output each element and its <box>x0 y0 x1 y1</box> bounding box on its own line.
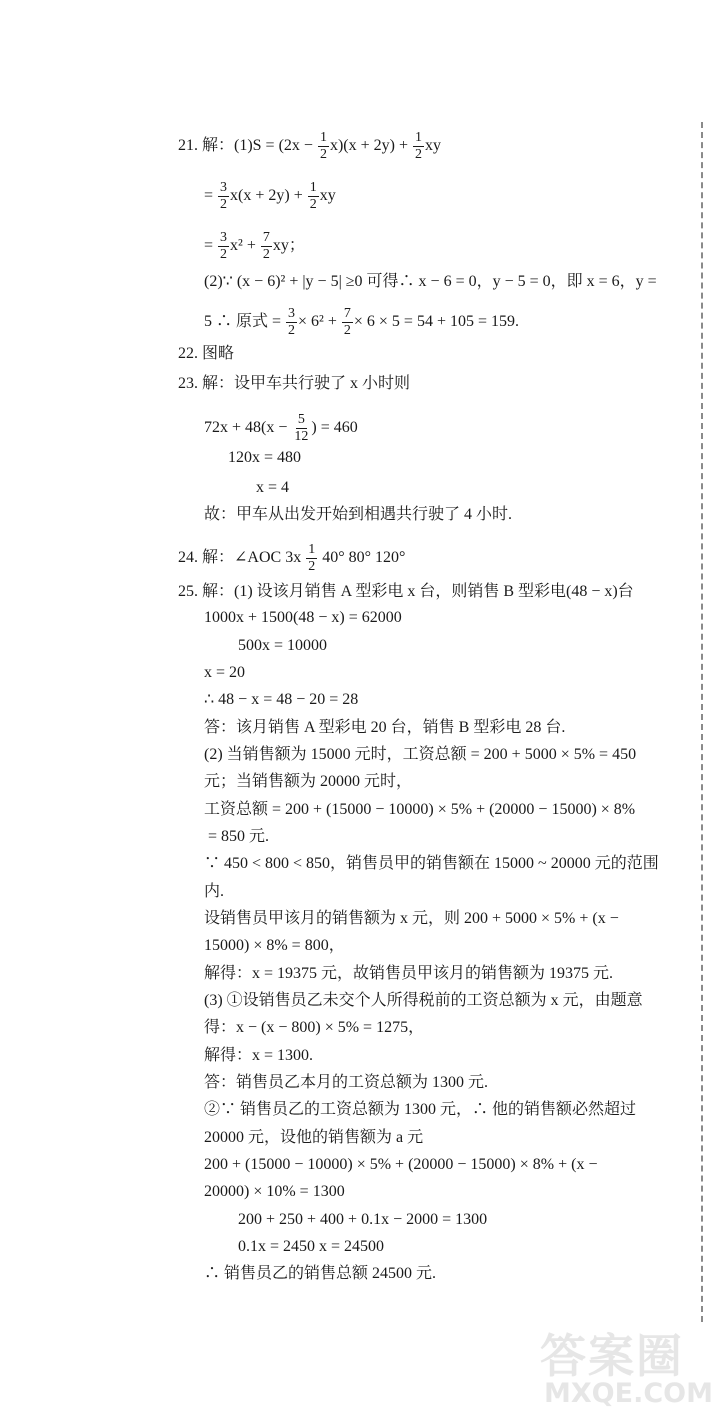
q25-line: 25. 解：(1) 设该月销售 A 型彩电 x 台，则销售 B 型彩电(48 − x)台 <box>178 583 634 600</box>
q25-line: 解得：x = 1300. <box>204 1047 314 1064</box>
fraction: $\frac{1}{2}$ <box>319 130 327 162</box>
q25-line: 20000 元，设他的销售额为 a 元 <box>204 1129 424 1146</box>
q25-line: x = 20 <box>204 664 246 681</box>
q25-line: 0.1x = 2450 x = 24500 <box>238 1238 385 1255</box>
fraction: $\frac{1}{2}$ <box>308 542 316 574</box>
q24-line-1: 24. 解：∠AOC 3x $\frac{1}{2}$ 40° 80° 120° <box>178 542 406 574</box>
q25-line: 答：销售员乙本月的工资总额为 1300 元. <box>204 1074 489 1091</box>
fraction: $\frac{7}{2}$ <box>262 230 270 262</box>
q25-line: 内. <box>204 883 225 900</box>
q25-line: 工资总额 = 200 + (15000 − 10000) × 5% + (20000 − 15000) × 8% <box>204 801 636 818</box>
q23-line-2: 72x + 48(x − $\frac{5}{12}$ ) = 460 <box>204 412 358 444</box>
fraction: $\frac{1}{2}$ <box>414 130 422 162</box>
q25-line: (2) 当销售额为 15000 元时，工资总额 = 200 + 5000 × 5% = 450 <box>204 746 637 763</box>
q21-line-1: 21. 解：(1)S = (2x − $\frac{1}{2}$ x)(x + 2y) + $\frac{1}{2}$ xy <box>178 130 441 162</box>
fraction: $\frac{1}{2}$ <box>309 180 317 212</box>
q25-line: 元；当销售额为 20000 元时， <box>204 773 413 790</box>
q25-line: (3) ①设销售员乙未交个人所得税前的工资总额为 x 元，由题意 <box>204 992 643 1009</box>
watermark-logo <box>540 1320 713 1410</box>
q25-line: ②∵ 销售员乙的工资总额为 1300 元，∴ 他的销售额必然超过 <box>204 1101 637 1118</box>
watermark-top-text: 答案圈 <box>540 1329 684 1383</box>
q22-line-1: 22. 图略 <box>178 345 235 362</box>
fraction: $\frac{3}{2}$ <box>288 306 296 338</box>
q21-line-3: = $\frac{3}{2}$ x² + $\frac{7}{2}$ xy； <box>204 230 305 262</box>
q25-line: = 850 元. <box>208 828 270 845</box>
watermark-bottom-text: MXQE.COM <box>544 1378 713 1409</box>
q21-line-4: (2)∵ (x − 6)² + |y − 5| ≥0 可得∴ x − 6 = 0，y − 5 = 0，即 x = 6，y = <box>204 273 657 290</box>
fraction: $\frac{3}{2}$ <box>220 180 228 212</box>
q25-line: 答：该月销售 A 型彩电 20 台，销售 B 型彩电 28 台. <box>204 719 566 736</box>
fraction: $\frac{7}{2}$ <box>343 306 351 338</box>
q25-line: 20000) × 10% = 1300 <box>204 1183 345 1200</box>
q23-line-3: 120x = 480 <box>228 449 302 466</box>
q25-line: 15000) × 8% = 800， <box>204 937 345 954</box>
q25-line: 得：x − (x − 800) × 5% = 1275， <box>204 1019 425 1036</box>
q25-line: ∵ 450 < 800 < 850，销售员甲的销售额在 15000 ~ 20000 元的范围 <box>204 855 659 872</box>
q25-line: 解得：x = 19375 元，故销售员甲该月的销售额为 19375 元. <box>204 965 614 982</box>
q23-line-5: 故：甲车从出发开始到相遇共行驶了 4 小时. <box>204 506 513 523</box>
q23-line-4: x = 4 <box>256 479 290 496</box>
fraction: $\frac{3}{2}$ <box>220 230 228 262</box>
q25-line: ∴ 48 − x = 48 − 20 = 28 <box>204 691 359 708</box>
q25-line: 500x = 10000 <box>238 637 328 654</box>
q21-line-5: 5 ∴ 原式 = $\frac{3}{2}$ × 6² + $\frac{7}{2}$ × 6 × 5 = 54 + 105 = 159. <box>204 306 519 338</box>
q25-line: 200 + (15000 − 10000) × 5% + (20000 − 15000) × 8% + (x − <box>204 1156 598 1173</box>
fraction: $\frac{5}{12}$ <box>294 412 309 444</box>
q25-line: ∴ 销售员乙的销售总额 24500 元. <box>204 1265 437 1282</box>
q23-line-1: 23. 解：设甲车共行驶了 x 小时则 <box>178 375 411 392</box>
q25-line: 设销售员甲该月的销售额为 x 元，则 200 + 5000 × 5% + (x − <box>204 910 619 927</box>
q21-line-2: = $\frac{3}{2}$ x(x + 2y) + $\frac{1}{2}$ xy <box>204 180 336 212</box>
page-edge-divider <box>701 122 703 1322</box>
q25-line: 200 + 250 + 400 + 0.1x − 2000 = 1300 <box>238 1211 488 1228</box>
q25-line: 1000x + 1500(48 − x) = 62000 <box>204 609 402 626</box>
